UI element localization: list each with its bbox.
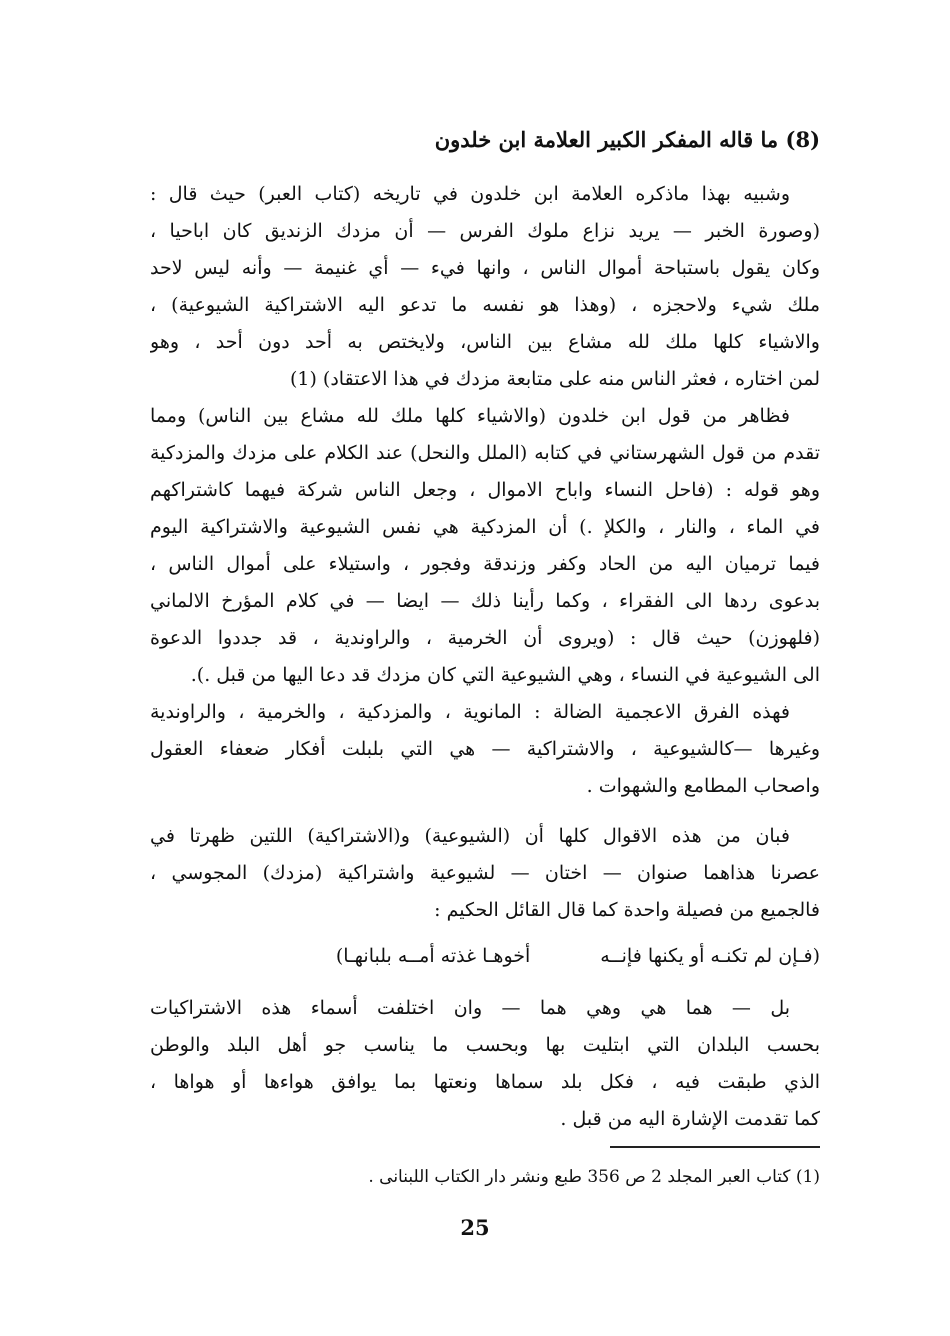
paragraph-line: وهو قوله : (فاحل النساء واباح الاموال ، وجعل الناس شركة فيهما كاشتراكهم xyxy=(150,479,820,501)
paragraph-4 xyxy=(150,818,820,929)
paragraph-line: في الماء ، والنار ، والكلإ .) أن المزدكية هي نفس الشيوعية والاشتراكية اليوم xyxy=(150,516,820,538)
footnote: (1) كتاب العبر المجلد 2 ص 356 طبع ونشر دار الكتاب اللبنانى . xyxy=(368,1167,820,1187)
paragraph-line: كما تقدمت الإشارة اليه من قبل . xyxy=(560,1108,820,1130)
footnote-divider xyxy=(610,1146,820,1148)
verse-first-hemistich: (فـإن لم تكنـه أو يكنها فإنــه xyxy=(600,945,820,967)
paragraph-line: بدعوى ردها الى الفقراء ، وكما رأينا ذلك — ايضا — في كلام المؤرخ الالماني xyxy=(150,590,820,612)
page-number: 25 xyxy=(460,1215,490,1240)
paragraph-line: فهذه الفرق الاعجمية الضالة : المانوية ، والمزدكية ، والخرمية ، والراوندية xyxy=(150,701,790,723)
paragraph-line: فيما ترميان اليه من الحاد وكفر وزندقة وفجور ، واستيلاء على أموال الناس ، xyxy=(150,553,820,575)
paragraph-line: الذي طبقت فيه ، فكل بلد سماها ونعتها بما يوافق هواءها أو هواها ، xyxy=(150,1071,820,1093)
poetry-verse xyxy=(150,938,820,974)
paragraph-line: تقدم من قول الشهرستاني في كتابه (الملل والنحل) عند الكلام على مزدك والمزدكية xyxy=(150,442,820,464)
paragraph-line: والاشياء كلها ملك لله مشاع بين الناس، ولايختص به أحد دون أحد ، وهو xyxy=(150,331,820,353)
paragraph-line: ملك شيء ولاحجزه ، (وهذا هو نفسه ما تدعو اليه الاشتراكية الشيوعية) ، xyxy=(150,294,820,316)
paragraph-line: (وصورة الخبر — يريد نزاع ملوك الفرس — أن مزدك الزنديق كان اباحيا ، xyxy=(150,220,820,242)
closing-paragraph xyxy=(150,990,820,1138)
paragraph-line: فظاهر من قول ابن خلدون (والاشياء كلها ملك لله مشاع بين الناس) ومما xyxy=(150,405,790,427)
paragraph-line: عصرنا هذاهما صنوان — اختان — لشيوعية واشتراكية (مزدك) المجوسي ، xyxy=(150,862,820,884)
paragraph-1 xyxy=(150,176,820,398)
paragraph-line: لمن اختاره ، فعثر الناس منه على متابعة مزدك في هذا الاعتقاد) (1) xyxy=(289,368,820,390)
paragraph-line: بل — هما هي وهي هما — وان اختلفت أسماء هذه الاشتراكيات xyxy=(150,997,790,1019)
verse-second-hemistich: أخوهـا غذته أمــه بلبانهـا) xyxy=(335,945,531,967)
section-heading: (8) ما قاله المفكر الكبير العلامة ابن خلدون xyxy=(434,127,820,152)
paragraph-line: (فلهوزن) حيث قال : (ويروى أن الخرمية ، والراوندية ، قد جددوا الدعوة xyxy=(150,627,820,649)
paragraph-line: فبان من هذه الاقوال كلها أن (الشيوعية) و(الاشتراكية) اللتين ظهرتا في xyxy=(150,825,790,847)
paragraph-3 xyxy=(150,694,820,805)
paragraph-line: وغيرها —كالشيوعية ، والاشتراكية — هي التي بلبلت أفكار ضعفاء العقول xyxy=(150,738,820,760)
paragraph-line: الى الشيوعية في النساء ، وهي الشيوعية التي كان مزدك قد دعا اليها من قبل .). xyxy=(190,664,820,686)
paragraph-line: وكان يقول باستباحة أموال الناس ، وانها فيء — أي غنيمة — وأنه ليس لاحد xyxy=(150,257,820,279)
paragraph-line: بحسب البلدان التي ابتليت بها وبحسب ما يناسب جو أهل البلد والوطن xyxy=(150,1034,820,1056)
paragraph-line: وشبيه بهذا ماذكره العلامة ابن خلدون في تاريخه (كتاب العبر) حيث قال : xyxy=(150,183,790,205)
paragraph-2 xyxy=(150,398,820,694)
paragraph-line: فالجميع من فصيلة واحدة كما قال القائل الحكيم : xyxy=(434,899,820,921)
paragraph-line: واصحاب المطامع والشهوات . xyxy=(586,775,820,797)
